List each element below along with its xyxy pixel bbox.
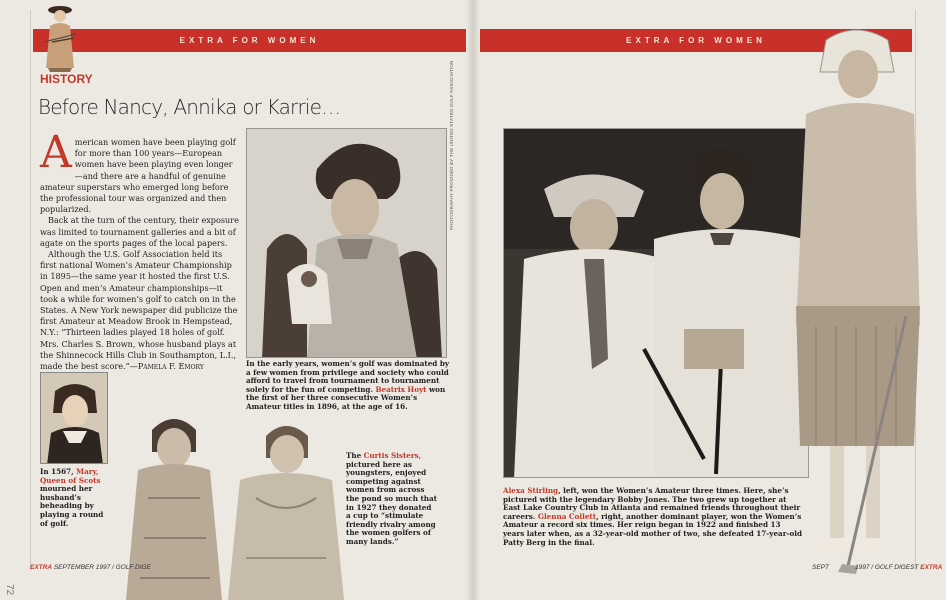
footer-right: SEPT 1997 / GOLF DIGEST EXTRA	[812, 564, 943, 571]
spread-gutter	[466, 0, 480, 600]
caption-name-mary: Mary, Queen of Scots	[40, 467, 101, 485]
article-paragraph-1: American women have been playing golf for more than 100 years—European women have been playing even longer—and there are a handful of genuine amateur superstars who emerged long before the professional tour was organized and then popularized.	[40, 127, 236, 215]
page-rule-left	[30, 10, 31, 570]
caption-name-beatrix-hoyt: Beatrix Hoyt	[375, 384, 427, 394]
caption-name-alexa-stirling: Alexa Stirling	[503, 486, 559, 495]
footer-left: EXTRA SEPTEMBER 1997 / GOLF DIGE	[30, 564, 151, 571]
section-banner-right: EXTRA FOR WOMEN	[480, 29, 912, 52]
glenna-collett-photo	[786, 26, 924, 582]
page-title: Before Nancy, Annika or Karrie…	[38, 95, 341, 119]
curtis-sister-left-photo	[118, 408, 230, 600]
caption-mary-queen-of-scots: In 1567, Mary, Queen of Scots mourned her husband’s beheading by playing a round of golf.	[40, 467, 104, 528]
footer-brand-left: EXTRA	[30, 564, 53, 571]
section-label: HISTORY	[40, 72, 93, 86]
beatrix-hoyt-photo	[246, 128, 447, 358]
mary-queen-of-scots-portrait	[40, 372, 108, 464]
drop-cap: A	[40, 127, 72, 178]
byline: —Pamela F. Emory	[129, 361, 204, 372]
caption-stirling-collett: Alexa Stirling, left, won the Women’s Amateur three times. Here, she’s pictured with the legendary Bobby Jones. The two grew up together at East Lake Country Club in Atlanta and remained friends throughout their careers. Glenna Collett, right, another dominant player, won the Women’s Amateur a record six times. Her reign began in 1922 and finished 13 years later when, as a 32-year-old mother of two, she defeated 17-year-old Patty Berg in the final.	[503, 486, 803, 547]
page-number-mark: 72	[4, 583, 16, 596]
caption-name-glenna-collett: Glenna Collett	[537, 511, 597, 521]
golfer-logo-illustration	[38, 2, 82, 72]
article-paragraph-3: Although the U.S. Golf Association held its first national Women’s Amateur Championship in 1895—the same year it hosted the first U.S. Open and men’s Amateur championships—it took a while for women’s golf to catch on in the States. A New York newspaper did publicize the first Amateur at Meadow Brook in Hempstead, N.Y.: “Thirteen ladies played 18 holes of golf. Mrs. Charles S. Brown, whose husband plays at the Shinnecock Hills Club in Southampton, L.I., made the best score.”—Pamela F. Emory	[40, 249, 238, 372]
footer-brand-right: EXTRA	[920, 564, 943, 571]
photo-credit: PHOTOGRAPHY PROVIDED BY THE UNITED STATES GOLF ASSOCIATION	[449, 60, 454, 230]
article-body	[40, 127, 240, 372]
curtis-sister-right-photo	[226, 418, 346, 600]
section-banner-left: EXTRA FOR WOMEN	[33, 29, 466, 52]
caption-beatrix-hoyt: In the early years, women’s golf was dominated by a few women from privilege and society who could afford to travel from tournament to tournament solely for the fun of competing. Beatrix Hoyt won the first of her three consecutive Women’s Amateur titles in 1896, at the age of 16.	[246, 359, 450, 411]
stirling-and-jones-photo	[503, 128, 809, 478]
article-paragraph-2: Back at the turn of the century, their exposure was limited to tournament galleries and a bit of agate on the sports pages of the local papers.	[40, 215, 239, 248]
caption-curtis-sisters: The Curtis Sisters, pictured here as youngsters, enjoyed competing against women from across the pond so much that in 1927 they donated a cup to “stimulate friendly rivalry among the women golfers of many lands.”	[346, 451, 437, 546]
caption-name-curtis-sisters: Curtis Sisters,	[363, 451, 422, 460]
